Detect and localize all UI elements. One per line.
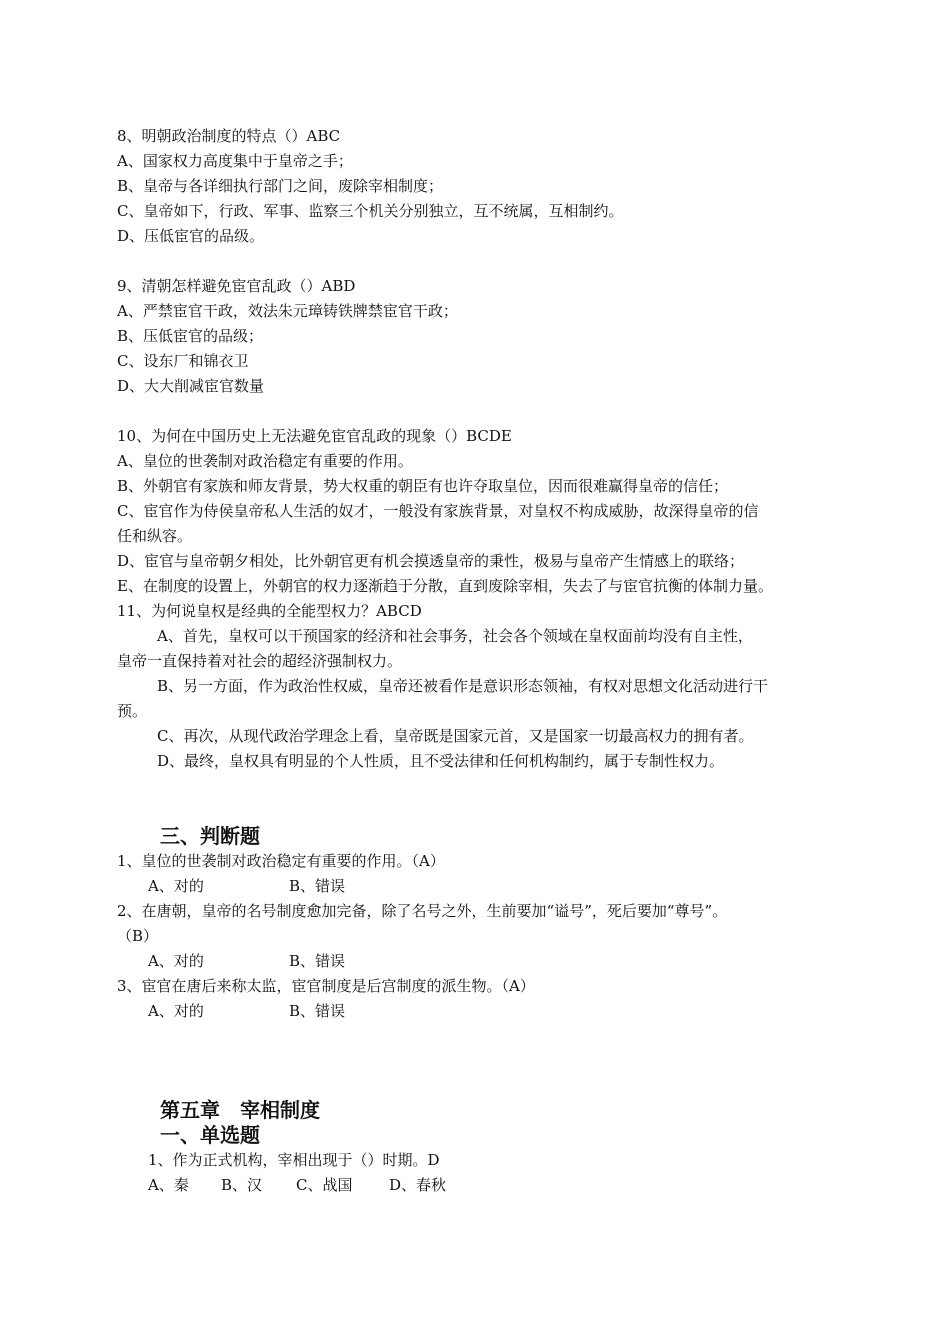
q11-option-b: B、另一方面，作为政治性权威，皇帝还被看作是意识形态领袖，有权对思想文化活动进行干 [157,677,769,695]
chapter-title: 第五章 宰相制度 [160,1098,320,1122]
question-9: 9、清朝怎样避免宦官乱政（）ABD [117,277,356,295]
q11-option-c: C、再次，从现代政治学理念上看，皇帝既是国家元首，又是国家一切最高权力的拥有者。 [157,727,754,745]
q8-option-b: B、皇帝与各详细执行部门之间，废除宰相制度； [117,177,444,195]
option-b: B、汉 [221,1176,263,1194]
q8-option-a: A、国家权力高度集中于皇帝之手； [117,152,353,170]
q10-option-b: B、外朝官有家族和师友背景，势大权重的朝臣有也许夺取皇位，因而很难赢得皇帝的信任； [117,477,729,495]
q10-option-a: A、皇位的世袭制对政治稳定有重要的作用。 [117,452,413,470]
q11-option-a: A、首先，皇权可以干预国家的经济和社会事务，社会各个领域在皇权面前均没有自主性， [157,627,753,645]
q10-option-c: C、宦官作为侍侯皇帝私人生活的奴才，一般没有家族背景，对皇权不构成威胁，故深得皇帝的信 [117,502,759,520]
q10-option-e: E、在制度的设置上，外朝官的权力逐渐趋于分散，直到废除宰相，失去了与宦官抗衡的体制力量。 [117,577,773,595]
question-11: 11、为何说皇权是经典的全能型权力？ABCD [117,602,422,620]
q9-option-a: A、严禁宦官干政，效法朱元璋铸铁牌禁宦官干政； [117,302,458,320]
q8-option-c: C、皇帝如下，行政、军事、监察三个机关分别独立，互不统属，互相制约。 [117,202,624,220]
q11-option-b-cont: 预。 [117,702,148,720]
q11-option-d: D、最终，皇权具有明显的个人性质，且不受法律和任何机构制约，属于专制性权力。 [157,752,725,770]
q9-option-b: B、压低宦官的品级； [117,327,264,345]
judgment-2-option-a: A、对的 [148,952,204,970]
judgment-1-option-a: A、对的 [148,877,204,895]
judgment-3-option-a: A、对的 [148,1002,204,1020]
q10-option-d: D、宦官与皇帝朝夕相处，比外朝官更有机会摸透皇帝的秉性，极易与皇帝产生情感上的联络； [117,552,745,570]
judgment-3-option-b: B、错误 [289,1002,346,1020]
option-d: D、春秋 [389,1176,447,1194]
option-c: C、战国 [296,1176,353,1194]
section-heading-judgment: 三、判断题 [160,824,260,848]
section-heading-single-choice: 一、单选题 [160,1123,260,1147]
q9-option-c: C、设东厂和锦衣卫 [117,352,249,370]
judgment-3: 3、宦官在唐后来称太监，宦官制度是后宫制度的派生物。（A） [117,977,535,995]
question-10: 10、为何在中国历史上无法避免宦官乱政的现象（）BCDE [117,427,512,445]
q8-option-d: D、压低宦官的品级。 [117,227,265,245]
judgment-1: 1、皇位的世袭制对政治稳定有重要的作用。（A） [117,852,445,870]
question-8: 8、明朝政治制度的特点（）ABC [117,127,341,145]
chapter5-q1-options [148,1175,446,1195]
q9-option-d: D、大大削减宦官数量 [117,377,265,395]
judgment-2: 2、在唐朝，皇帝的名号制度愈加完备，除了名号之外，生前要加“谥号”，死后要加“尊号”。 [117,902,728,920]
judgment-1-option-b: B、错误 [289,877,346,895]
q10-option-c-cont: 任和纵容。 [117,527,193,545]
chapter5-question-1: 1、作为正式机构，宰相出现于（）时期。D [148,1151,440,1169]
judgment-2-answer: （B） [117,927,159,945]
q11-option-a-cont: 皇帝一直保持着对社会的超经济强制权力。 [117,652,403,670]
option-a: A、秦 [148,1176,189,1194]
judgment-2-option-b: B、错误 [289,952,346,970]
